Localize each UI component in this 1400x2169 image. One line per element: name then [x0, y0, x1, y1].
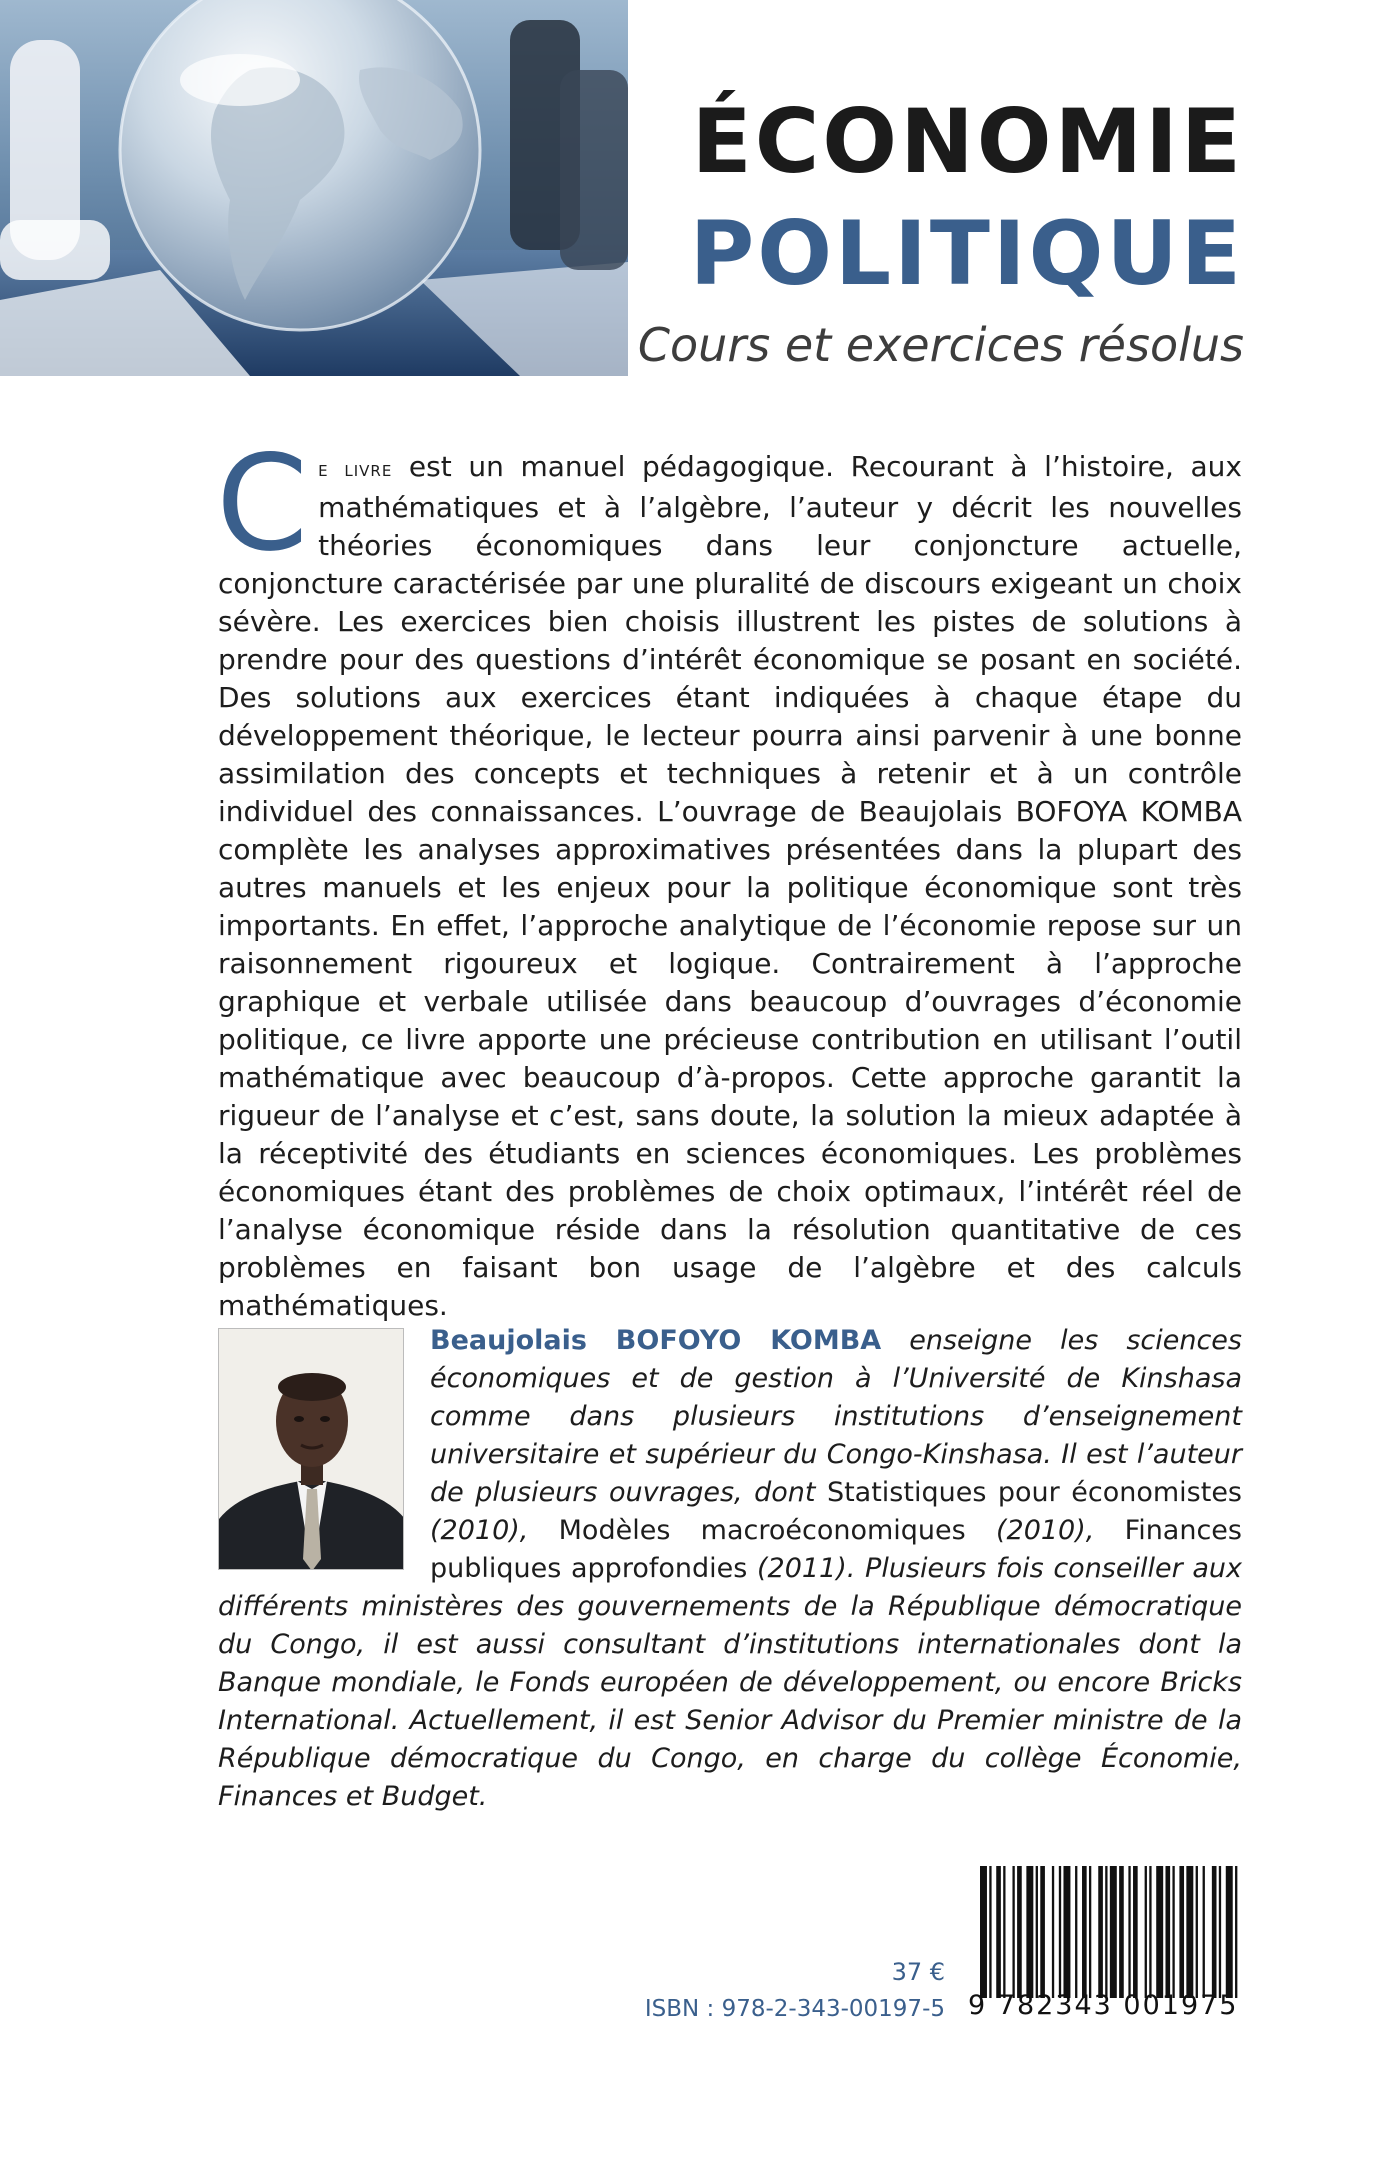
barcode-bar [1003, 1866, 1005, 1998]
barcode-bar [1012, 1866, 1014, 1998]
book-subtitle: Cours et exercices résolus [637, 318, 1244, 372]
price-label: 37 € [891, 1958, 945, 1986]
back-cover-blurb [216, 427, 1242, 1325]
barcode-bar [1105, 1866, 1107, 1998]
barcode-bar [1128, 1866, 1130, 1998]
author-portrait [218, 1328, 404, 1570]
bio-year-2: (2010), [965, 1515, 1125, 1546]
barcode-bar [1026, 1866, 1033, 1998]
barcode-bar [1082, 1866, 1087, 1998]
bio-book-3: Finances publiques approfondies [430, 1515, 1242, 1584]
bio-year-1: (2010), [430, 1515, 559, 1546]
barcode-bar [1098, 1866, 1103, 1998]
blurb-lead: e livre [318, 457, 393, 482]
barcode-bar [1219, 1866, 1221, 1998]
barcode-bar [1036, 1866, 1038, 1998]
barcode-bar [1196, 1866, 1198, 1998]
barcode-bar [989, 1866, 991, 1998]
barcode-bar [1110, 1866, 1117, 1998]
barcode-bar [1063, 1866, 1070, 1998]
bio-text-2: Plusieurs fois conseiller aux différents ministères des gouvernements de la République démocratique du Congo, il est aussi consultant d’institutions internationales dont la Banque mondiale, le Fonds européen de développement, ou encore Bricks International. Actuellement, il est Senior Advisor du Premier ministre de la République démocratique du Congo, en charge du collège Économie, Finances et Budget. [218, 1553, 1243, 1812]
barcode-bar [1133, 1866, 1138, 1998]
bio-text-1: enseigne les sciences économiques et de gestion à l’Université de Kinshasa comme dans plusieurs institutions d’enseignement universitaire et supérieur du Congo-Kinshasa. Il est l’auteur de plusieurs ouvrages, dont [430, 1325, 1242, 1508]
barcode-bar [1040, 1866, 1045, 1998]
barcode-bar [1235, 1866, 1237, 1998]
bio-year-3: (2011). [747, 1553, 866, 1584]
isbn-label: ISBN : 978-2-343-00197-5 [644, 1996, 945, 2022]
barcode-bar [996, 1866, 1001, 1998]
bio-book-1: Statistiques pour économistes [826, 1477, 1242, 1508]
bio-book-2: Modèles macroéconomiques [558, 1515, 966, 1546]
barcode-bar [1186, 1866, 1193, 1998]
barcode-bar [1059, 1866, 1061, 1998]
globe-illustration [0, 0, 628, 376]
barcode-bar [1172, 1866, 1174, 1998]
barcode-bar [1156, 1866, 1163, 1998]
barcode-bar [1212, 1866, 1217, 1998]
blurb-text: est un manuel pédagogique. Recourant à l’histoire, aux mathématiques et à l’algèbre, l’auteur y décrit les nouvelles théories économiques dans leur conjoncture actuelle, conjoncture caractérisée par une pluralité de discours exigeant un choix sévère. Les exercices bien choisis illustrent les pistes de solutions à prendre pour des questions d’intérêt économique se posant en société. Des solutions aux exercices étant indiquées à chaque étape du développement théorique, le lecteur pourra ainsi parvenir à une bonne assimilation des concepts et techniques à retenir et à un contrôle individuel des connaissances. L’ouvrage de Beaujolais BOFOYA KOMBA complète les analyses approximatives présentées dans la plupart des autres manuels et les enjeux pour la politique économique sont très importants. En effet, l’approche analytique de l’économie repose sur un raisonnement rigoureux et logique. Contrairement à l’approche graphique et verbale utilisée dans beaucoup d’ouvrages d’économie politique, ce livre apporte une précieuse contribution en utilisant l’outil mathématique avec beaucoup d’à-propos. Cette approche garantit la rigueur de l’analyse et c’est, sans doute, la solution la mieux adaptée à la réceptivité des étudiants en sciences économiques. Les problèmes économiques étant des problèmes de choix optimaux, l’intérêt réel de l’analyse économique réside dans la résolution quantitative de ces problèmes en faisant bon usage de l’algèbre et des calculs mathématiques. [218, 450, 1242, 1322]
drop-cap: C [216, 427, 309, 581]
barcode-bar [1089, 1866, 1091, 1998]
book-title-line1: ÉCONOMIE [691, 90, 1244, 193]
barcode-bar [1165, 1866, 1170, 1998]
barcode-bar [1052, 1866, 1054, 1998]
barcode-bar [1226, 1866, 1233, 1998]
barcode [980, 1866, 1242, 1998]
barcode-bar [1075, 1866, 1077, 1998]
barcode-digits: 9 782343 001975 [968, 1990, 1239, 2021]
barcode-bar [1017, 1866, 1022, 1998]
barcode-bar [1119, 1866, 1124, 1998]
author-photo [219, 1329, 404, 1570]
barcode-bar [1149, 1866, 1151, 1998]
barcode-bar [980, 1866, 987, 1998]
cover-photo-globe [0, 0, 628, 376]
barcode-bar [1145, 1866, 1147, 1998]
barcode-bar [1203, 1866, 1205, 1998]
author-bio [218, 1322, 1242, 1816]
barcode-bar [1179, 1866, 1184, 1998]
author-name: Beaujolais BOFOYO KOMBA [430, 1325, 882, 1356]
book-title-line2: POLITIQUE [689, 202, 1244, 305]
